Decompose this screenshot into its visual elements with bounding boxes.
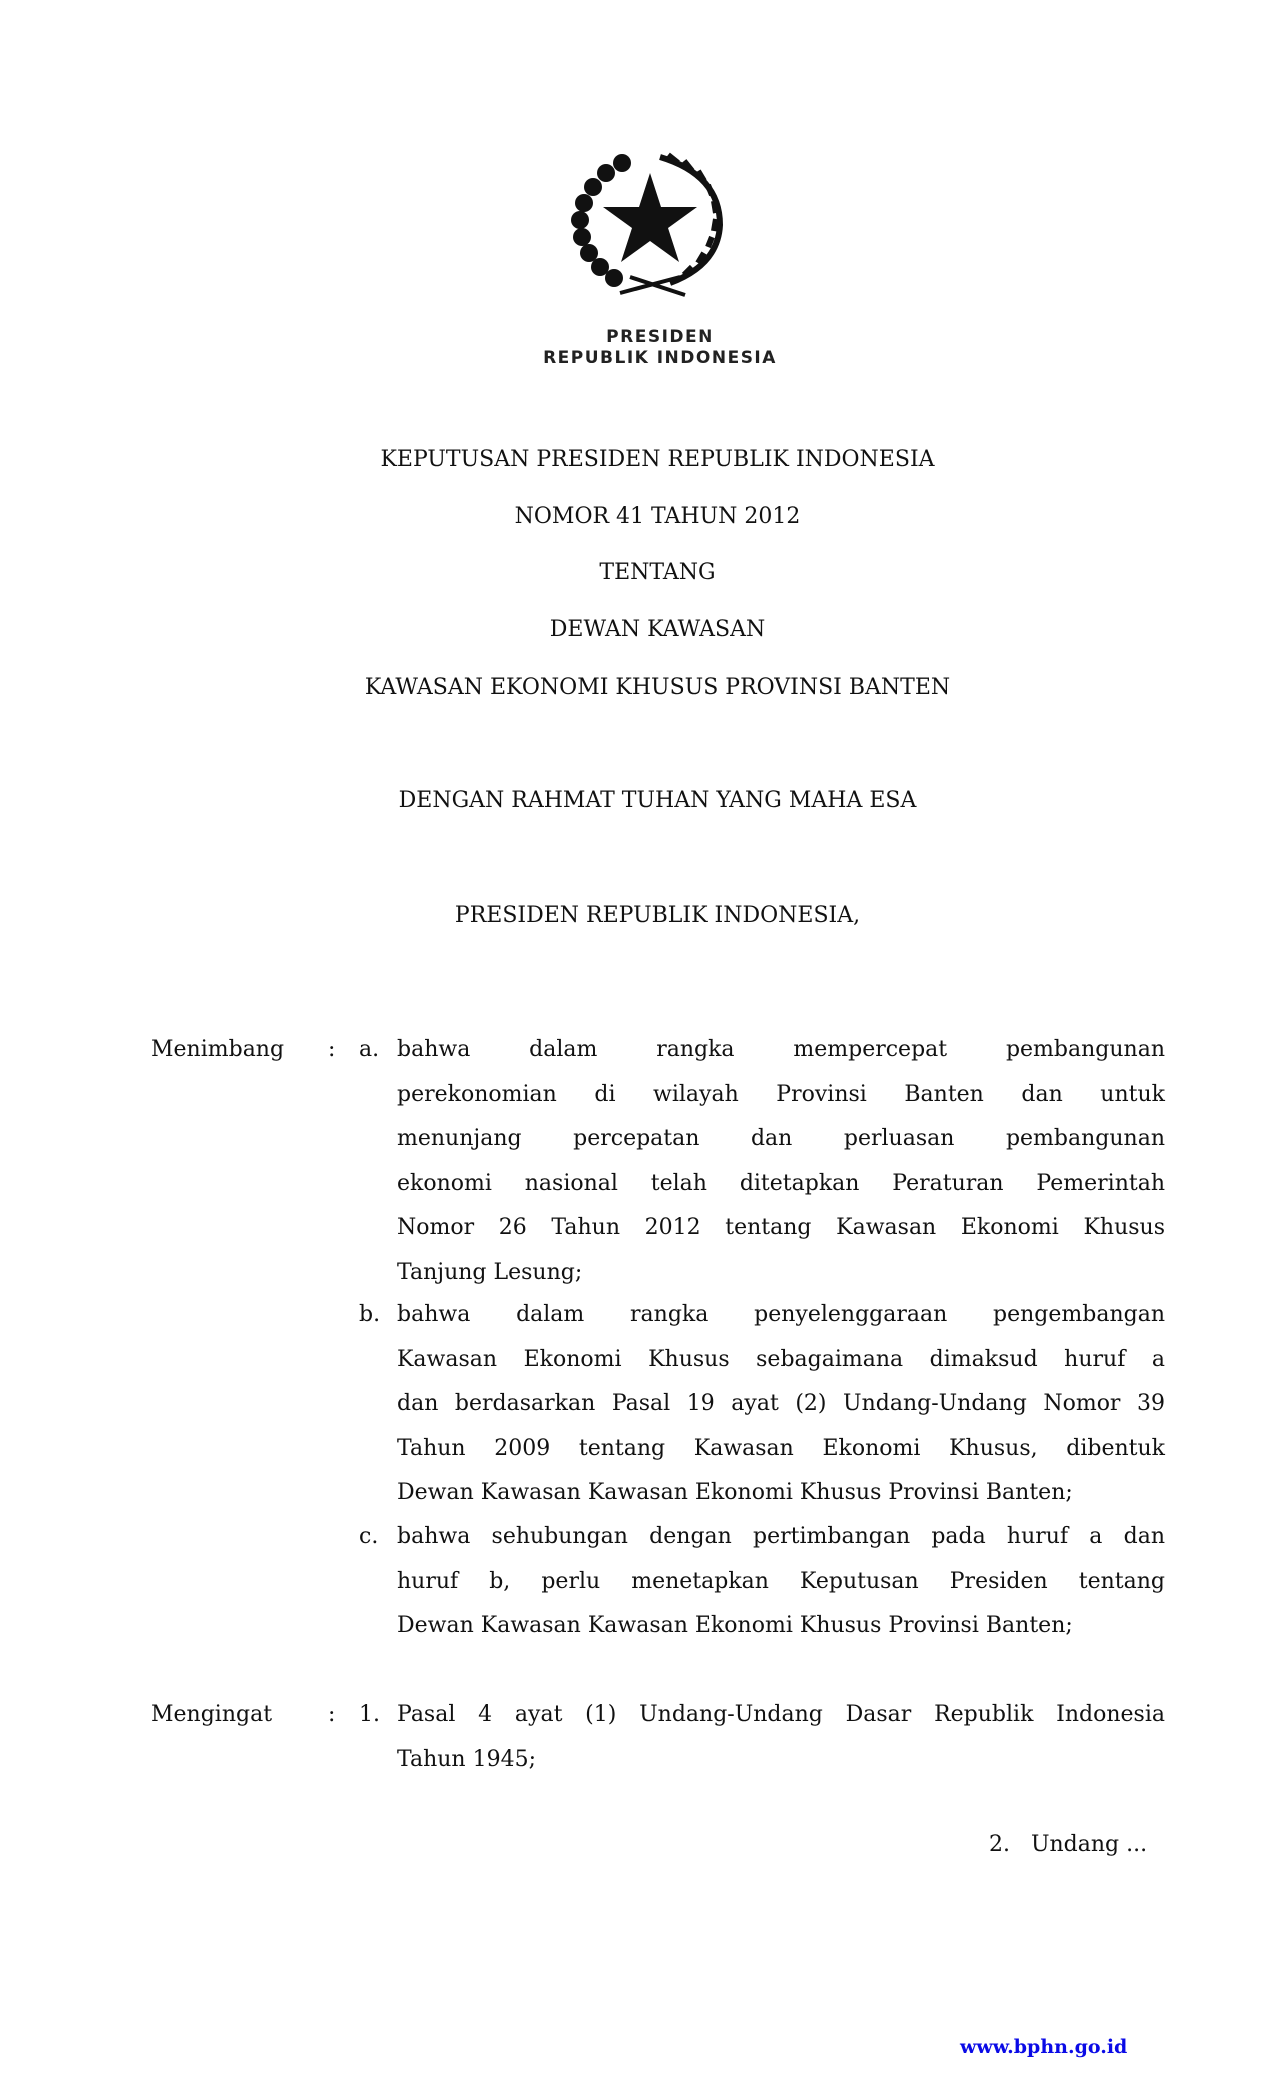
menimbang-item-b (397, 1293, 1165, 1516)
text-line: Dewan Kawasan Kawasan Ekonomi Khusus Provinsi Banten; (397, 1613, 1073, 1638)
document-subject-line1: DEWAN KAWASAN (549, 617, 766, 642)
text-line: Dewan Kawasan Kawasan Ekonomi Khusus Provinsi Banten; (397, 1480, 1073, 1505)
text-line: ekonomi nasional telah ditetapkan Peraturan Pemerintah (397, 1170, 1165, 1196)
text-line: bahwa dalam rangka penyelenggaraan pengembangan (397, 1302, 1165, 1327)
item-marker: c. (359, 1524, 379, 1549)
text-line: dan berdasarkan Pasal 19 ayat (2) Undang-Undang Nomor 39 (397, 1391, 1165, 1416)
menimbang-item-a (397, 1028, 1165, 1295)
emblem-text-president: PRESIDEN (606, 327, 714, 347)
authority: PRESIDEN REPUBLIK INDONESIA, (454, 903, 861, 928)
menimbang-label: Menimbang (151, 1037, 285, 1062)
text-line: bahwa sehubungan dengan pertimbangan pada huruf a dan (397, 1524, 1165, 1549)
document-number: NOMOR 41 TAHUN 2012 (514, 504, 801, 529)
text-line: Nomor 26 Tahun 2012 tentang Kawasan Ekonomi Khusus (397, 1215, 1165, 1240)
text-line: Tanjung Lesung; (397, 1259, 583, 1285)
text-line: Pasal 4 ayat (1) Undang-Undang Dasar Republik Indonesia (397, 1702, 1165, 1727)
text-line: menunjang percepatan dan perluasan pembangunan (397, 1126, 1165, 1151)
text-line: Tahun 2009 tentang Kawasan Ekonomi Khusus, dibentuk (397, 1435, 1165, 1461)
text-line: huruf b, perlu menetapkan Keputusan Presiden tentang (397, 1568, 1165, 1594)
page-continuation: 2. Undang ... (989, 1832, 1148, 1857)
mengingat-colon: : (328, 1702, 336, 1727)
presidential-emblem (560, 145, 740, 305)
document-title: KEPUTUSAN PRESIDEN REPUBLIK INDONESIA (380, 447, 935, 472)
mengingat-label: Mengingat (151, 1702, 273, 1727)
mengingat-item-1 (397, 1693, 1165, 1782)
document-subject-line2: KAWASAN EKONOMI KHUSUS PROVINSI BANTEN (364, 675, 951, 700)
text-line: bahwa dalam rangka mempercepat pembangunan (397, 1037, 1165, 1062)
menimbang-item-c (397, 1515, 1165, 1649)
emblem-text-republic: REPUBLIK INDONESIA (543, 348, 777, 368)
invocation: DENGAN RAHMAT TUHAN YANG MAHA ESA (398, 788, 917, 813)
text-line: Kawasan Ekonomi Khusus sebagaimana dimaksud huruf a (397, 1346, 1165, 1372)
item-marker: a. (359, 1037, 380, 1062)
document-about: TENTANG (599, 560, 716, 585)
footer-website-link[interactable]: www.bphn.go.id (960, 2036, 1128, 2058)
text-line: Tahun 1945; (397, 1746, 536, 1772)
star-icon (603, 173, 697, 262)
text-line: perekonomian di wilayah Provinsi Banten dan untuk (397, 1081, 1165, 1107)
menimbang-colon: : (328, 1037, 336, 1062)
item-marker: b. (359, 1302, 381, 1327)
item-marker: 1. (359, 1702, 380, 1727)
